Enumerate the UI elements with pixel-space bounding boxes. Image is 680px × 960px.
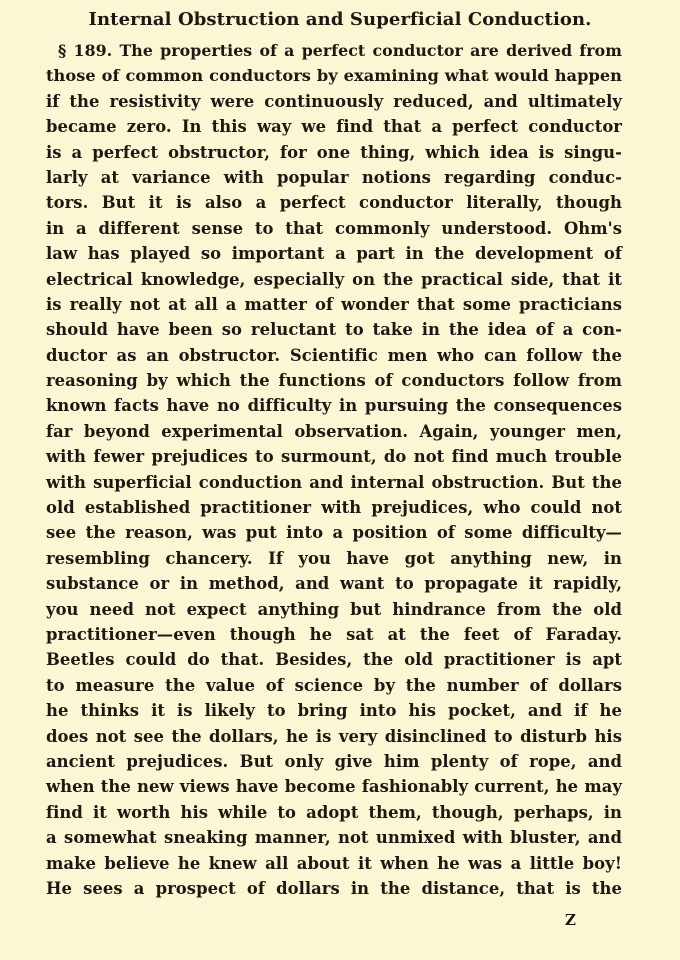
text-line: see the reason, was put into a position of some difficulty— bbox=[46, 523, 622, 543]
text-line: ductor as an obstructor. Scientific men who can follow the bbox=[46, 345, 622, 365]
text-line: old established practitioner with prejudices, who could not bbox=[46, 498, 622, 518]
text-line: with fewer prejudices to surmount, do not find much trouble bbox=[46, 447, 622, 467]
text-line: a somewhat sneaking manner, not unmixed with bluster, and bbox=[46, 828, 622, 848]
text-line: you need not expect anything but hindrance from the old bbox=[46, 599, 622, 619]
text-line: larly at variance with popular notions regarding conduc- bbox=[46, 167, 622, 187]
text-line: reasoning by which the functions of conductors follow from bbox=[46, 371, 622, 391]
text-line: find it worth his while to adopt them, though, perhaps, in bbox=[46, 802, 622, 822]
body-text bbox=[46, 38, 622, 901]
text-line: those of common conductors by examining what would happen bbox=[46, 66, 622, 86]
text-line: is really not at all a matter of wonder that some practicians bbox=[46, 294, 622, 314]
text-line: Beetles could do that. Besides, the old practitioner is apt bbox=[46, 650, 622, 670]
text-line: to measure the value of science by the number of dollars bbox=[46, 675, 622, 695]
text-line: should have been so reluctant to take in the idea of a con- bbox=[46, 320, 622, 340]
signature-mark: Z bbox=[565, 911, 576, 929]
text-line: known facts have no difficulty in pursuing the consequences bbox=[46, 396, 622, 416]
text-line: if the resistivity were continuously reduced, and ultimately bbox=[46, 91, 622, 111]
text-line: in a different sense to that commonly understood. Ohm's bbox=[46, 218, 622, 238]
page-heading: Internal Obstruction and Superficial Conduction. bbox=[88, 9, 592, 30]
text-line: § 189. The properties of a perfect conductor are derived from bbox=[58, 41, 622, 60]
text-line: substance or in method, and want to propagate it rapidly, bbox=[46, 574, 622, 594]
text-line: resembling chancery. If you have got anything new, in bbox=[46, 548, 622, 568]
text-line: when the new views have become fashionably current, he may bbox=[46, 777, 622, 797]
text-line: does not see the dollars, he is very disinclined to disturb his bbox=[46, 726, 622, 746]
text-line: law has played so important a part in the development of bbox=[46, 244, 622, 264]
text-line: is a perfect obstructor, for one thing, which idea is singu- bbox=[46, 142, 622, 162]
text-line: far beyond experimental observation. Again, younger men, bbox=[46, 421, 622, 441]
text-line: ancient prejudices. But only give him plenty of rope, and bbox=[46, 751, 622, 771]
text-line: with superficial conduction and internal obstruction. But the bbox=[46, 472, 622, 492]
text-line: practitioner—even though he sat at the feet of Faraday. bbox=[46, 624, 622, 644]
text-line: make believe he knew all about it when he was a little boy! bbox=[46, 853, 622, 873]
text-line: He sees a prospect of dollars in the distance, that is the bbox=[46, 878, 622, 898]
text-line: he thinks it is likely to bring into his pocket, and if he bbox=[46, 701, 622, 721]
text-line: electrical knowledge, especially on the practical side, that it bbox=[46, 269, 622, 289]
text-line: became zero. In this way we find that a perfect conductor bbox=[46, 117, 622, 137]
text-line: tors. But it is also a perfect conductor literally, though bbox=[46, 193, 622, 213]
